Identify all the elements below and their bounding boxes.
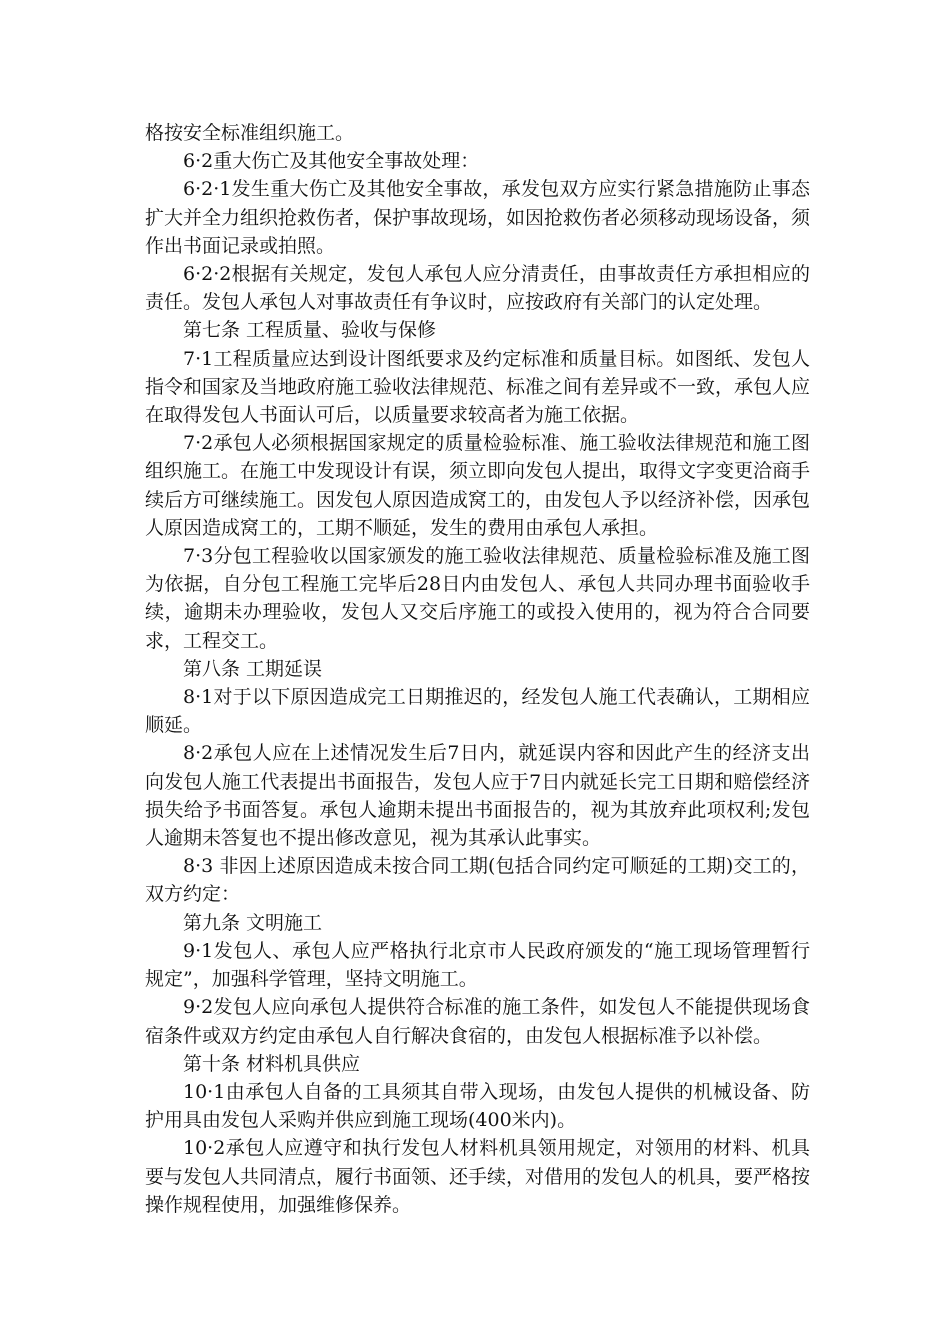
clause-7-1: 7·1工程质量应达到设计图纸要求及约定标准和质量目标。如图纸、发包人指令和国家及当地政府施工验收法律规范、标准之间有差异或不一致，承包人应在取得发包人书面认可后，以质量要求较高者为施工依据。 [145, 347, 811, 427]
clause-8-2: 8·2承包人应在上述情况发生后7日内，就延误内容和因此产生的经济支出向发包人施工代表提出书面报告，发包人应于7日内就延长完工日期和赔偿经济损失给予书面答复。承包人逾期未提出书面报告的，视为其放弃此项权利;发包人逾期未答复也不提出修改意见，视为其承认此事实。 [145, 742, 810, 850]
clause-7-3: 7·3分包工程验收以国家颁发的施工验收法律规范、质量检验标准及施工图为依据，自分包工程施工完毕后28日内由发包人、承包人共同办理书面验收手续，逾期未办理验收，发包人又交后序施工的或投入使用的，视为符合合同要求，工程交工。 [145, 545, 810, 652]
clause-9-1: 9·1发包人、承包人应严格执行北京市人民政府颁发的“施工现场管理暂行规定”，加强科学管理，坚持文明施工。 [145, 939, 810, 991]
clause-10-2: 10·2承包人应遵守和执行发包人材料机具领用规定，对领用的材料、机具要与发包人共同清点，履行书面领、还手续，对借用的发包人的机具，要严格按操作规程使用，加强维修保养。 [145, 1137, 811, 1216]
clause-8-1: 8·1对于以下原因造成完工日期推迟的，经发包人施工代表确认，工期相应顺延。 [145, 686, 810, 737]
article-9-heading: 第九条 文明施工 [183, 911, 323, 934]
paragraph-continuation: 格按安全标准组织施工。 [145, 122, 355, 144]
article-10-heading: 第十条 材料机具供应 [183, 1052, 361, 1075]
clause-7-2: 7·2承包人必须根据国家规定的质量检验标准、施工验收法律规范和施工图组织施工。在施工中发现设计有误，须立即向发包人提出，取得文字变更洽商手续后方可继续施工。因发包人原因造成窝工的，由发包人予以经济补偿，因承包人原因造成窝工的，工期不顺延，发生的费用由承包人承担。 [145, 432, 811, 539]
article-7-heading: 第七条 工程质量、验收与保修 [183, 319, 437, 342]
clause-8-3: 8·3 非因上述原因造成未按合同工期(包括合同约定可顺延的工期)交工的，双方约定： [145, 855, 810, 906]
clause-6-2-2: 6·2·2根据有关规定，发包人承包人应分清责任，由事故责任方承担相应的责任。发包人承包人对事故责任有争议时，应按政府有关部门的认定处理。 [145, 263, 810, 314]
clause-10-1: 10·1由承包人自备的工具须其自带入现场，由发包人提供的机械设备、防护用具由发包人采购并供应到施工现场(400米内)。 [145, 1080, 810, 1132]
clause-6-2-1: 6·2·1发生重大伤亡及其他安全事故，承发包双方应实行紧急措施防止事态扩大并全力组织抢救伤者，保护事故现场，如因抢救伤者必须移动现场设备，须作出书面记录或拍照。 [145, 178, 811, 257]
document-body [145, 119, 810, 1219]
article-8-heading: 第八条 工期延误 [183, 657, 323, 680]
clause-6-2: 6·2重大伤亡及其他安全事故处理： [183, 150, 480, 173]
clause-9-2: 9·2发包人应向承包人提供符合标准的施工条件，如发包人不能提供现场食宿条件或双方约定由承包人自行解决食宿的，由发包人根据标准予以补偿。 [145, 996, 810, 1047]
